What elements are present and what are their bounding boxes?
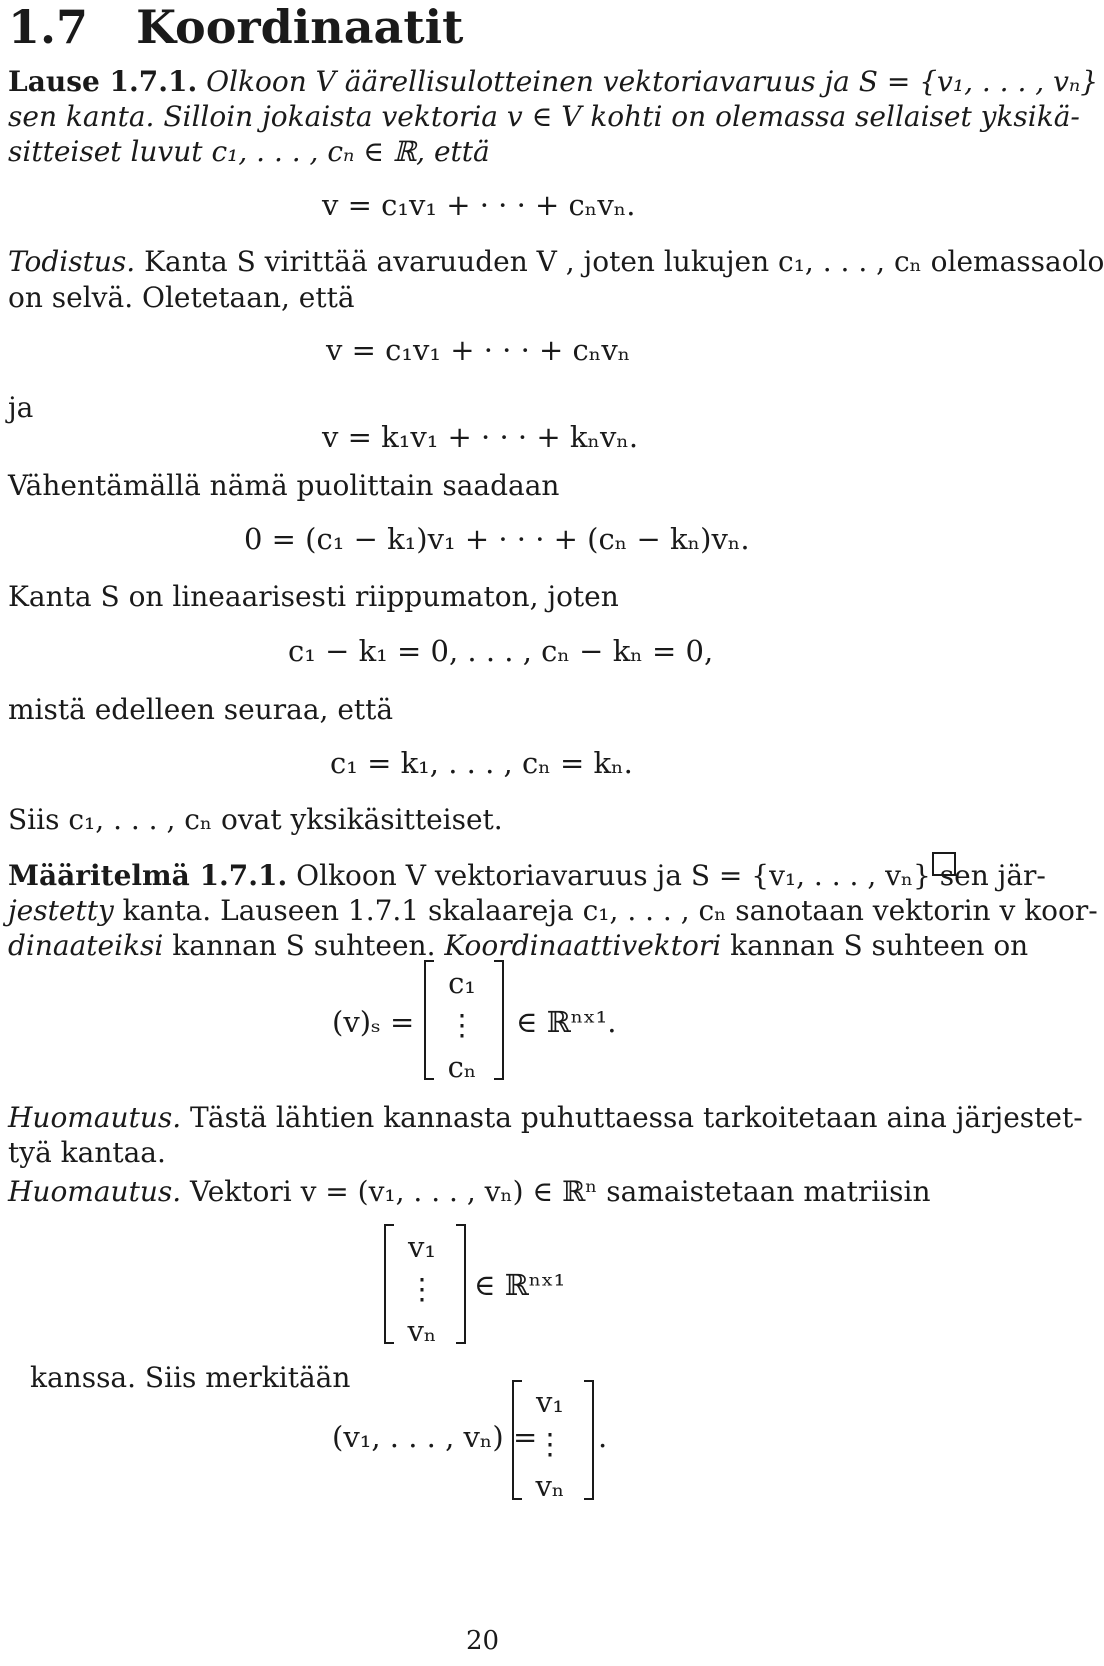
remark-2-text-1: Vektori v = (v₁, . . . , vₙ) ∈ ℝⁿ samaistetaan matriisin [190, 1175, 931, 1208]
lemma-line-2: sen kanta. Silloin jokaista vektoria v ∈ V kohti on olemassa sellaiset yksikä- [8, 100, 1080, 133]
remark-2-label: Huomautus. [8, 1175, 182, 1208]
right-bracket [494, 960, 504, 1080]
matrix-cell: v₁ [407, 1230, 436, 1264]
definition-text-3: kannan S suhteen. [172, 929, 436, 962]
remark-2-lhs: (v₁, . . . , vₙ) = [332, 1420, 538, 1454]
matrix-cell: c₁ [448, 966, 476, 1000]
definition-text-4: kannan S suhteen on [730, 929, 1029, 962]
remark-2-matrix-rhs: ∈ ℝⁿˣ¹ [474, 1268, 566, 1302]
matrix-cell: v₁ [535, 1385, 564, 1419]
proof-text-6: Siis c₁, . . . , cₙ ovat yksikäsitteiset. [8, 803, 503, 836]
proof-text-1: Kanta S virittää avaruuden V , joten lukujen c₁, . . . , cₙ olemassaolo [144, 245, 1104, 278]
definition-matrix-rhs: ∈ ℝⁿˣ¹. [516, 1005, 617, 1039]
proof-equation-2: v = k₁v₁ + · · · + kₙvₙ. [322, 420, 639, 454]
definition-line-2 [8, 891, 1098, 931]
definition-term-ordered: jestetty [8, 894, 114, 927]
proof-label: Todistus. [8, 245, 136, 278]
proof-line-2: on selvä. Oletetaan, että [8, 281, 355, 314]
matrix-cell: vₙ [407, 1314, 437, 1348]
matrix-cell: ⋮ [535, 1427, 565, 1461]
proof-line-1 [8, 242, 1104, 282]
proof-equation-4: c₁ − k₁ = 0, . . . , cₙ − kₙ = 0, [288, 634, 714, 668]
definition-line-1 [8, 856, 1046, 896]
proof-equation-3: 0 = (c₁ − k₁)v₁ + · · · + (cₙ − kₙ)vₙ. [244, 522, 750, 556]
remark-1-text-1: Tästä lähtien kannasta puhuttaessa tarkoitetaan aina järjestet- [190, 1101, 1083, 1134]
lemma-line-3: sitteiset luvut c₁, . . . , cₙ ∈ ℝ, että [8, 135, 490, 168]
lemma-line-1 [8, 62, 1098, 102]
proof-equation-5: c₁ = k₁, . . . , cₙ = kₙ. [330, 746, 633, 780]
section-title: Koordinaatit [136, 0, 464, 54]
definition-term-coordinate-vector: Koordinaattivektori [444, 929, 722, 962]
section-number: 1.7 [8, 0, 89, 54]
remark-1-line-1 [8, 1098, 1083, 1138]
proof-text-3: Vähentämällä nämä puolittain saadaan [8, 469, 560, 502]
definition-text-2: kanta. Lauseen 1.7.1 skalaareja c₁, . . . , cₙ sanotaan vektorin v koor- [122, 894, 1098, 927]
definition-matrix-lhs: (v)ₛ = [332, 1005, 415, 1039]
definition-term-coordinates: dinaateiksi [8, 929, 164, 962]
lemma-text-1: Olkoon V äärellisulotteinen vektoriavaruus ja S = {v₁, . . . , vₙ} [206, 65, 1099, 98]
matrix-cell: cₙ [447, 1050, 477, 1084]
proof-ja: ja [8, 391, 34, 424]
proof-text-5: mistä edelleen seuraa, että [8, 693, 394, 726]
lemma-label: Lause 1.7.1. [8, 65, 198, 98]
definition-label: Määritelmä 1.7.1. [8, 859, 288, 892]
right-bracket [584, 1380, 594, 1500]
lemma-equation: v = c₁v₁ + · · · + cₙvₙ. [322, 188, 636, 222]
remark-2-line-1 [8, 1172, 930, 1212]
definition-line-3 [8, 926, 1028, 966]
page-number: 20 [466, 1626, 500, 1656]
remark-1-label: Huomautus. [8, 1101, 182, 1134]
matrix-cell: vₙ [535, 1469, 565, 1503]
section-heading [8, 0, 463, 54]
remark-2-end: . [598, 1420, 608, 1454]
remark-1-line-2: tyä kantaa. [8, 1136, 166, 1169]
matrix-cell: ⋮ [447, 1008, 477, 1042]
right-bracket [456, 1224, 466, 1344]
remark-2-text-2: kanssa. Siis merkitään [30, 1361, 351, 1394]
definition-text-1: Olkoon V vektoriavaruus ja S = {v₁, . . . , vₙ} sen jär- [296, 859, 1046, 892]
proof-equation-1: v = c₁v₁ + · · · + cₙvₙ [326, 333, 631, 367]
matrix-cell: ⋮ [407, 1272, 437, 1306]
proof-text-4: Kanta S on lineaarisesti riippumaton, joten [8, 580, 619, 613]
